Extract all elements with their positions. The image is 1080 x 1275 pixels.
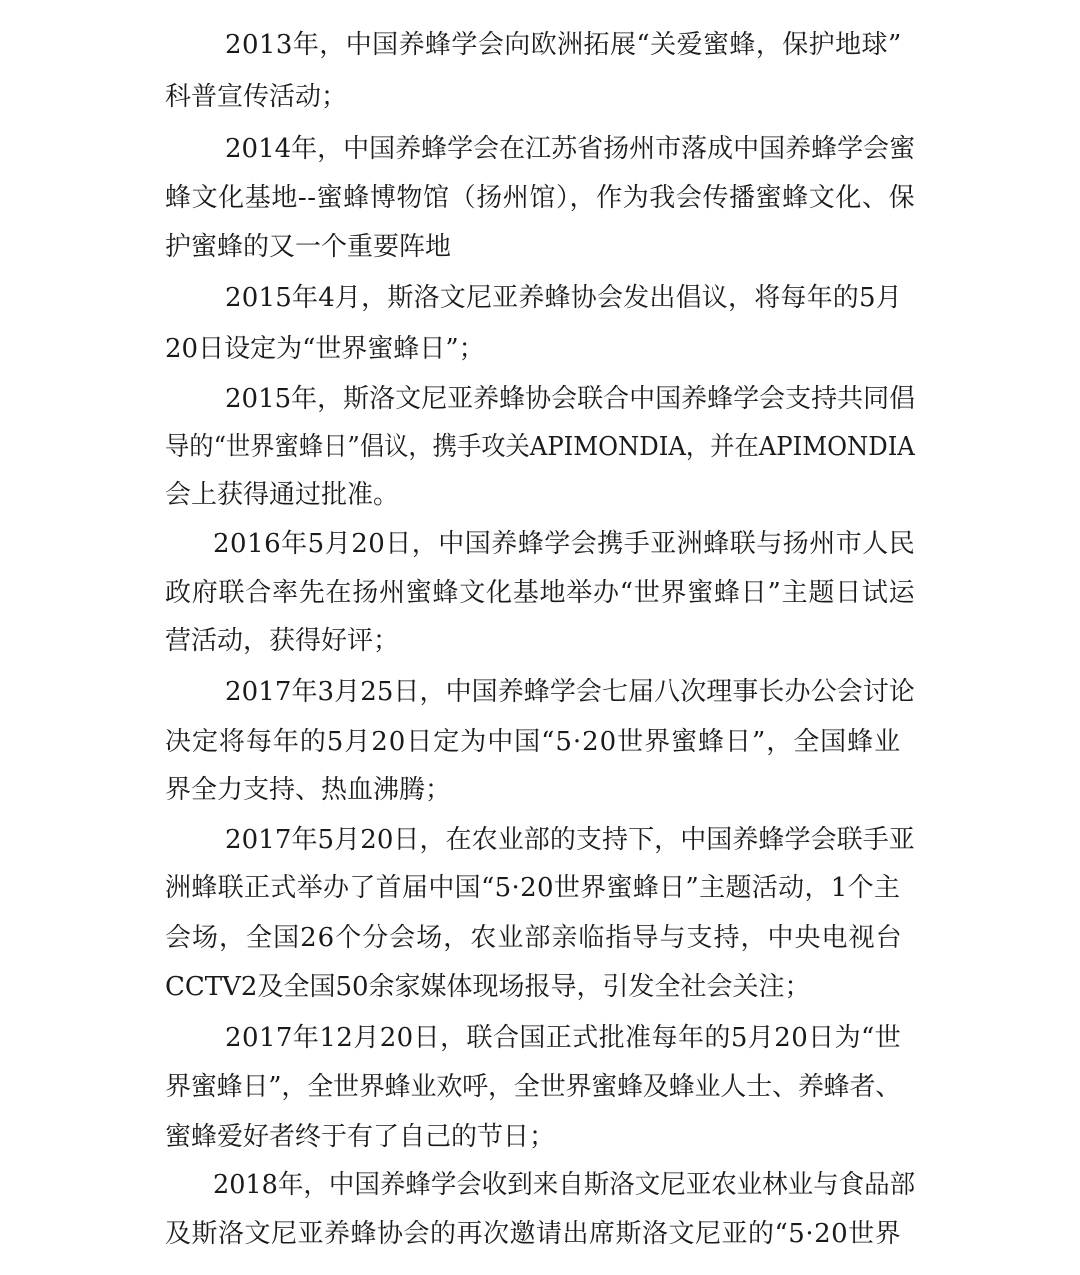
text-line-content: 决定将每年的5月20日定为中国“5·20世界蜜蜂日”，全国蜂业: [165, 727, 902, 757]
text-line-content: 政府联合率先在扬州蜜蜂文化基地举办“世界蜜蜂日”主题日试运: [165, 578, 916, 608]
text-line: [165, 1117, 915, 1157]
text-line-content: 2013年，中国养蜂学会向欧洲拓展“关爱蜜蜂，保护地球”: [225, 30, 902, 60]
text-line-content: 2018年，中国养蜂学会收到来自斯洛文尼亚农业林业与食品部: [213, 1170, 916, 1200]
text-line: [165, 77, 915, 117]
text-line-content: CCTV2及全国50余家媒体现场报导，引发全社会关注；: [165, 972, 811, 1002]
text-line-content: 洲蜂联正式举办了首届中国“5·20世界蜜蜂日”主题活动，1个主: [165, 873, 901, 903]
text-line: [225, 379, 915, 419]
text-line-content: 2016年5月20日，中国养蜂学会携手亚洲蜂联与扬州市人民: [213, 529, 916, 559]
text-line: [165, 621, 915, 661]
text-line-content: 界全力支持、热血沸腾；: [165, 775, 452, 805]
text-line-content: 蜂文化基地--蜜蜂博物馆（扬州馆），作为我会传播蜜蜂文化、保: [165, 183, 916, 213]
text-line: [165, 770, 915, 810]
text-line: [213, 524, 915, 564]
text-line: [165, 1214, 915, 1254]
text-line: [165, 475, 915, 515]
text-line: [165, 868, 915, 908]
text-line-content: 界蜜蜂日”，全世界蜂业欢呼，全世界蜜蜂及蜂业人士、养蜂者、: [165, 1072, 902, 1102]
text-line: [225, 1018, 915, 1058]
text-line: [213, 1165, 915, 1205]
text-line-content: 导的“世界蜜蜂日”倡议，携手攻关APIMONDIA，并在APIMONDIA: [165, 432, 915, 462]
text-line-content: 蜜蜂爱好者终于有了自己的节日；: [165, 1122, 556, 1152]
text-line-content: 2017年12月20日，联合国正式批准每年的5月20日为“世: [225, 1023, 902, 1053]
text-line: [165, 918, 915, 958]
text-line-content: 科普宣传活动；: [165, 82, 348, 112]
text-line-content: 2017年5月20日，在农业部的支持下，中国养蜂学会联手亚: [225, 825, 915, 855]
text-line-content: 2015年，斯洛文尼亚养蜂协会联合中国养蜂学会支持共同倡: [225, 384, 916, 414]
text-line: [225, 25, 915, 65]
text-line: [165, 178, 915, 218]
text-line-content: 营活动，获得好评；: [165, 626, 400, 656]
text-line-content: 2015年4月，斯洛文尼亚养蜂协会发出倡议，将每年的5月: [225, 283, 902, 313]
text-line-content: 2014年，中国养蜂学会在江苏省扬州市落成中国养蜂学会蜜: [225, 134, 916, 164]
text-line: [225, 672, 915, 712]
text-line-content: 护蜜蜂的又一个重要阵地: [165, 232, 452, 262]
text-line: [225, 278, 915, 318]
text-line-content: 会场，全国26个分会场，农业部亲临指导与支持，中央电视台: [165, 923, 903, 953]
text-line-content: 2017年3月25日，中国养蜂学会七届八次理事长办公会讨论: [225, 677, 915, 707]
text-line: [225, 129, 915, 169]
text-line: [165, 573, 915, 613]
text-line: [165, 722, 915, 762]
text-line-content: 及斯洛文尼亚养蜂协会的再次邀请出席斯洛文尼亚的“5·20世界: [165, 1219, 902, 1249]
text-line: [165, 967, 915, 1007]
text-line: [165, 227, 915, 267]
text-line: [165, 329, 915, 369]
text-line-content: 会上获得通过批准。: [165, 480, 400, 510]
text-line: [225, 820, 915, 860]
text-line: [165, 1067, 915, 1107]
text-line-content: 20日设定为“世界蜜蜂日”；: [165, 334, 485, 364]
text-line: [165, 427, 915, 467]
